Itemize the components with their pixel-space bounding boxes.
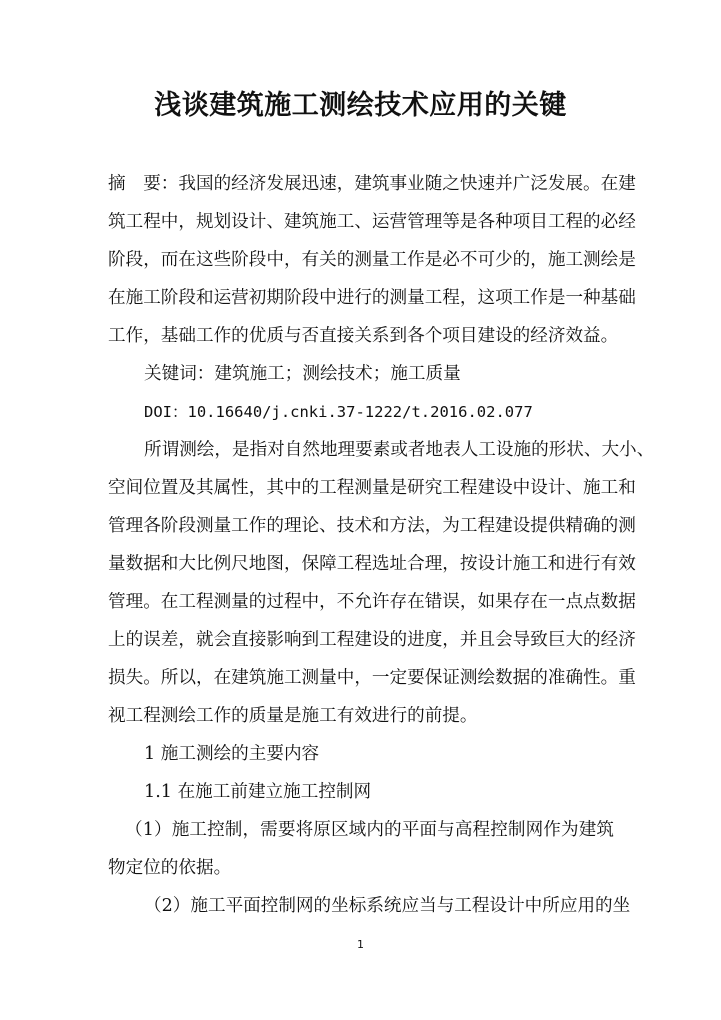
body-line-5: 管理。在工程测量的过程中，不允许存在错误，如果存在一点点数据	[108, 592, 636, 612]
body-line-6: 上的误差，就会直接影响到工程建设的进度，并且会导致巨大的经济	[108, 630, 636, 650]
document-title: 浅谈建筑施工测绘技术应用的关键	[154, 90, 567, 121]
abstract-line-3: 阶段，而在这些阶段中，有关的测量工作是必不可少的，施工测绘是	[108, 250, 636, 270]
section-heading-1: 1 施工测绘的主要内容	[144, 744, 320, 764]
page-number: 1	[357, 938, 364, 951]
body-line-2: 空间位置及其属性，其中的工程测量是研究工程建设中设计、施工和	[108, 478, 636, 498]
body-line-3: 管理各阶段测量工作的理论、技术和方法，为工程建设提供精确的测	[108, 516, 636, 536]
abstract-line-2: 筑工程中，规划设计、建筑施工、运营管理等是各种项目工程的必经	[108, 212, 636, 232]
abstract-line-1: 摘 要：我国的经济发展迅速，建筑事业随之快速并广泛发展。在建	[108, 174, 636, 194]
subsection-heading-1-1: 1.1 在施工前建立施工控制网	[144, 782, 372, 802]
body-line-1: 所谓测绘，是指对自然地理要素或者地表人工设施的形状、大小、	[144, 440, 655, 460]
abstract-line-5: 工作，基础工作的优质与否直接关系到各个项目建设的经济效益。	[108, 326, 619, 346]
body-line-7: 损失。所以，在建筑施工测量中，一定要保证测绘数据的准确性。重	[108, 668, 636, 688]
body-line-4: 量数据和大比例尺地图，保障工程选址合理，按设计施工和进行有效	[108, 554, 636, 574]
keywords-line: 关键词：建筑施工；测绘技术；施工质量	[144, 364, 461, 384]
body-line-8: 视工程测绘工作的质量是施工有效进行的前提。	[108, 706, 478, 726]
doi-line: DOI：10.16640/j.cnki.37-1222/t.2016.02.077	[144, 403, 533, 421]
abstract-line-4: 在施工阶段和运营初期阶段中进行的测量工程，这项工作是一种基础	[108, 288, 636, 308]
item-1-line-2: 物定位的依据。	[108, 858, 232, 878]
item-1-line-1: （1）施工控制，需要将原区域内的平面与高程控制网作为建筑	[125, 820, 614, 840]
item-2-line-1: （2）施工平面控制网的坐标系统应当与工程设计中所应用的坐	[144, 896, 631, 916]
